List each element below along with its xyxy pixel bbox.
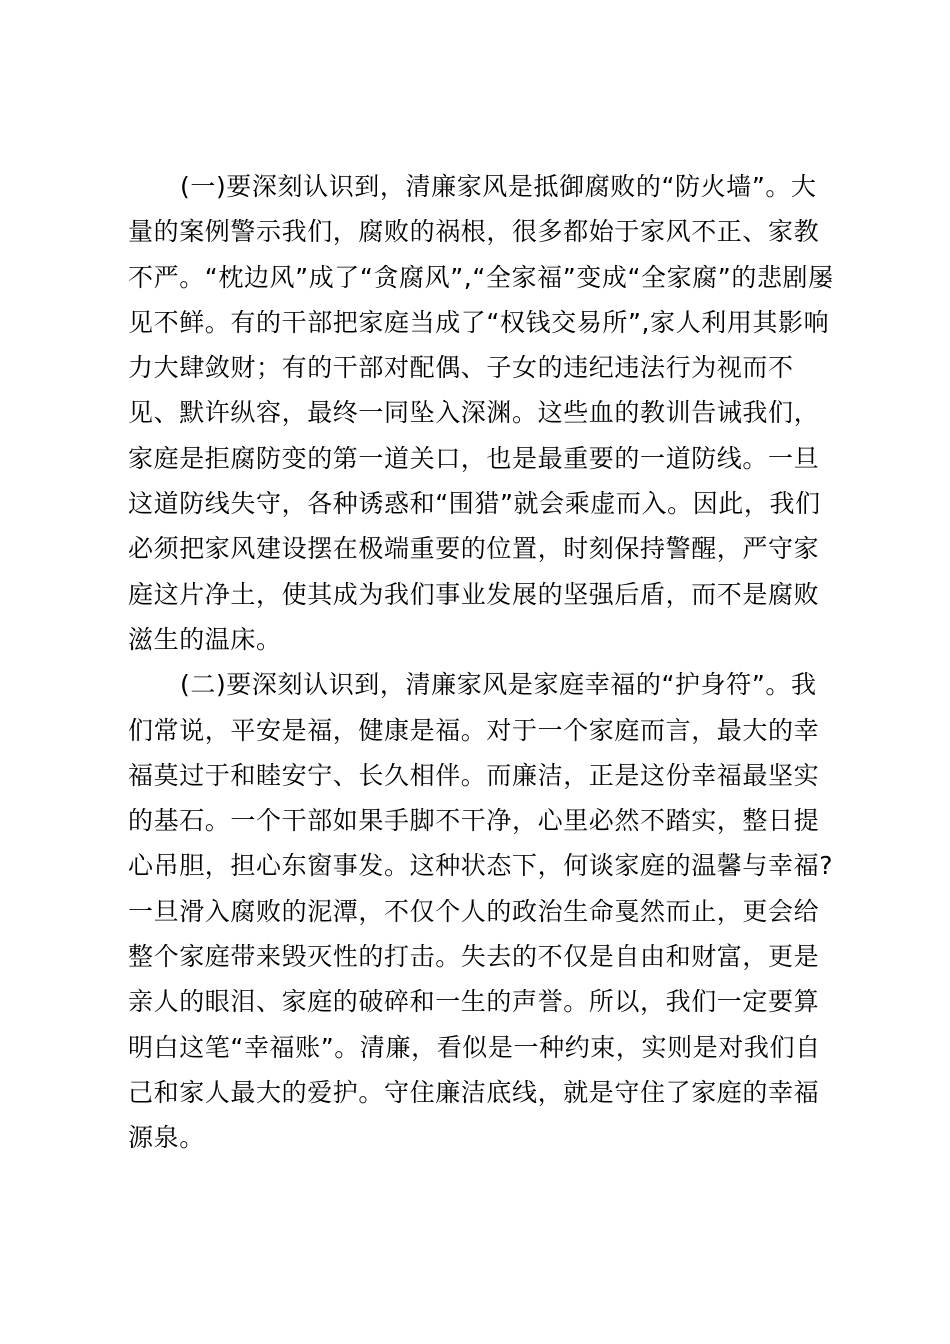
paragraph-line: 一旦滑入腐败的泥潭，不仅个人的政治生命戛然而止，更会给: [128, 896, 820, 926]
paragraph-line: 滋生的温床。: [128, 624, 282, 654]
paragraph-line: 们常说，平安是福，健康是福。对于一个家庭而言，最大的幸: [128, 715, 820, 745]
paragraph-1: [128, 164, 834, 662]
paragraph-line: 这道防线失守，各种诱惑和“围猎”就会乘虚而入。因此，我们: [128, 489, 821, 519]
paragraph-line: 不严。“枕边风”成了“贪腐风”,“全家福”变成“全家腐”的悲剧屡: [128, 262, 834, 292]
paragraph-line: 亲人的眼泪、家庭的破碎和一生的声誉。所以，我们一定要算: [128, 987, 820, 1017]
paragraph-line: 己和家人最大的爱护。守住廉洁底线，就是守住了家庭的幸福: [128, 1077, 820, 1107]
paragraph-line: (二)要深刻认识到，清廉家风是家庭幸福的“护身符”。我: [180, 670, 817, 700]
paragraph-line: 的基石。一个干部如果手脚不干净，心里必然不踏实，整日提: [128, 806, 820, 836]
paragraph-line: 见不鲜。有的干部把家庭当成了“权钱交易所”,家人利用其影响: [128, 307, 830, 337]
paragraph-line: 明白这笔“幸福账”。清廉，看似是一种约束，实则是对我们自: [128, 1032, 821, 1062]
paragraph-line: 量的案例警示我们，腐败的祸根，很多都始于家风不正、家教: [128, 217, 820, 247]
paragraph-line: 福莫过于和睦安宁、长久相伴。而廉洁，正是这份幸福最坚实: [128, 760, 820, 790]
paragraph-2: [128, 662, 834, 1160]
paragraph-line: 家庭是拒腐防变的第一道关口，也是最重要的一道防线。一旦: [128, 443, 820, 473]
paragraph-line: 见、默许纵容，最终一同坠入深渊。这些血的教训告诫我们，: [128, 398, 820, 428]
paragraph-line: 力大肆敛财；有的干部对配偶、子女的违纪违法行为视而不: [128, 353, 794, 383]
document-body: [128, 164, 834, 1161]
paragraph-line: 庭这片净土，使其成为我们事业发展的坚强后盾，而不是腐败: [128, 579, 820, 609]
paragraph-line: 必须把家风建设摆在极端重要的位置，时刻保持警醒，严守家: [128, 534, 820, 564]
paragraph-line: (一)要深刻认识到，清廉家风是抵御腐败的“防火墙”。大: [180, 172, 817, 201]
paragraph-line: 源泉。: [128, 1123, 205, 1153]
paragraph-line: 整个家庭带来毁灭性的打击。失去的不仅是自由和财富，更是: [128, 942, 820, 972]
paragraph-line: 心吊胆，担心东窗事发。这种状态下，何谈家庭的温馨与幸福?: [128, 851, 834, 881]
